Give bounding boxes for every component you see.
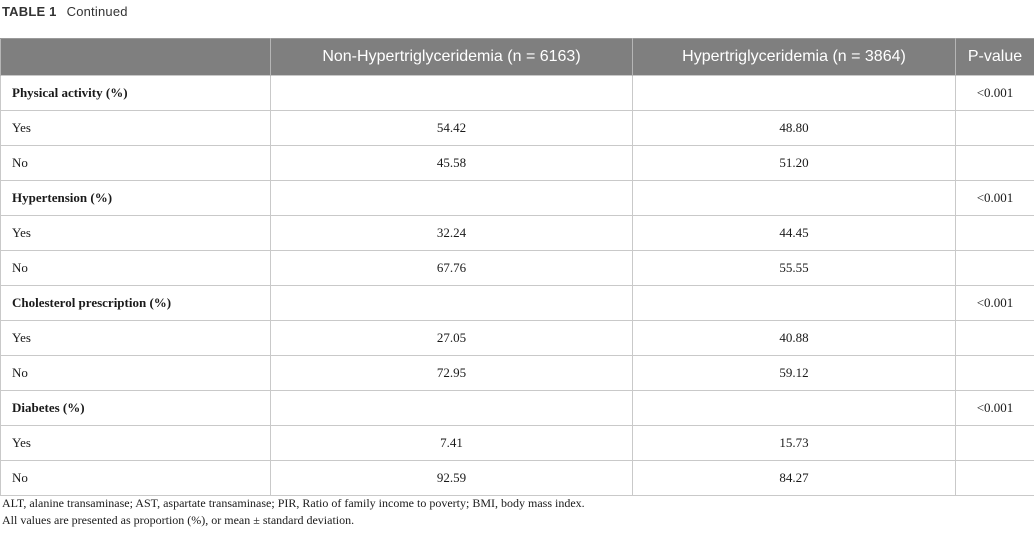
table-row: [1, 321, 1034, 356]
row-label-cell: Hypertension (%): [1, 181, 271, 216]
hypertriglyceridemia-cell: 15.73: [633, 426, 956, 461]
hypertriglyceridemia-cell: 59.12: [633, 356, 956, 391]
non-hypertriglyceridemia-cell: 45.58: [271, 146, 633, 181]
header-row: [1, 39, 1034, 76]
non-hypertriglyceridemia-cell: [271, 181, 633, 216]
hypertriglyceridemia-cell: [633, 76, 956, 111]
hypertriglyceridemia-cell: 55.55: [633, 251, 956, 286]
table-body: [1, 76, 1034, 496]
row-label-cell: No: [1, 461, 271, 496]
non-hypertriglyceridemia-cell: [271, 391, 633, 426]
header-cell-p-value: P-value: [956, 39, 1034, 76]
p-value-cell: [956, 321, 1034, 356]
hypertriglyceridemia-cell: [633, 181, 956, 216]
non-hypertriglyceridemia-cell: 7.41: [271, 426, 633, 461]
table-section-row: [1, 391, 1034, 426]
footnotes: [2, 495, 585, 529]
non-hypertriglyceridemia-cell: 72.95: [271, 356, 633, 391]
p-value-cell: <0.001: [956, 391, 1034, 426]
footnote-values: All values are presented as proportion (%), or mean ± standard deviation.: [2, 513, 355, 527]
header-cell-non-hypertriglyceridemia: Non-Hypertriglyceridemia (n = 6163): [271, 39, 633, 76]
p-value-cell: <0.001: [956, 76, 1034, 111]
data-table: [0, 38, 1034, 496]
table-section-row: [1, 76, 1034, 111]
non-hypertriglyceridemia-cell: 67.76: [271, 251, 633, 286]
p-value-cell: [956, 426, 1034, 461]
p-value-cell: [956, 111, 1034, 146]
non-hypertriglyceridemia-cell: [271, 76, 633, 111]
non-hypertriglyceridemia-cell: [271, 286, 633, 321]
non-hypertriglyceridemia-cell: 54.42: [271, 111, 633, 146]
hypertriglyceridemia-cell: 84.27: [633, 461, 956, 496]
table-row: [1, 426, 1034, 461]
table-row: [1, 216, 1034, 251]
header-cell-hypertriglyceridemia: Hypertriglyceridemia (n = 3864): [633, 39, 956, 76]
table-row: [1, 251, 1034, 286]
hypertriglyceridemia-cell: 44.45: [633, 216, 956, 251]
row-label-cell: Cholesterol prescription (%): [1, 286, 271, 321]
table-header: [1, 39, 1034, 76]
table-section-row: [1, 286, 1034, 321]
table-caption-label: TABLE 1: [2, 4, 57, 19]
row-label-cell: Yes: [1, 216, 271, 251]
table-row: [1, 111, 1034, 146]
row-label-cell: No: [1, 146, 271, 181]
table-row: [1, 356, 1034, 391]
non-hypertriglyceridemia-cell: 32.24: [271, 216, 633, 251]
row-label-cell: Diabetes (%): [1, 391, 271, 426]
hypertriglyceridemia-cell: [633, 286, 956, 321]
row-label-cell: No: [1, 251, 271, 286]
row-label-cell: Yes: [1, 321, 271, 356]
p-value-cell: [956, 251, 1034, 286]
non-hypertriglyceridemia-cell: 92.59: [271, 461, 633, 496]
footnote-abbreviations: ALT, alanine transaminase; AST, aspartate transaminase; PIR, Ratio of family income to poverty; BMI, body mass index.: [2, 496, 585, 510]
row-label-cell: No: [1, 356, 271, 391]
hypertriglyceridemia-cell: 48.80: [633, 111, 956, 146]
row-label-cell: Physical activity (%): [1, 76, 271, 111]
table-row: [1, 146, 1034, 181]
row-label-cell: Yes: [1, 426, 271, 461]
table-section-row: [1, 181, 1034, 216]
hypertriglyceridemia-cell: [633, 391, 956, 426]
header-cell-variable: [1, 39, 271, 76]
p-value-cell: <0.001: [956, 286, 1034, 321]
hypertriglyceridemia-cell: 51.20: [633, 146, 956, 181]
table-caption: [2, 4, 128, 19]
p-value-cell: [956, 216, 1034, 251]
p-value-cell: <0.001: [956, 181, 1034, 216]
p-value-cell: [956, 461, 1034, 496]
non-hypertriglyceridemia-cell: 27.05: [271, 321, 633, 356]
p-value-cell: [956, 146, 1034, 181]
p-value-cell: [956, 356, 1034, 391]
table-caption-text: Continued: [66, 4, 128, 19]
table-row: [1, 461, 1034, 496]
hypertriglyceridemia-cell: 40.88: [633, 321, 956, 356]
row-label-cell: Yes: [1, 111, 271, 146]
